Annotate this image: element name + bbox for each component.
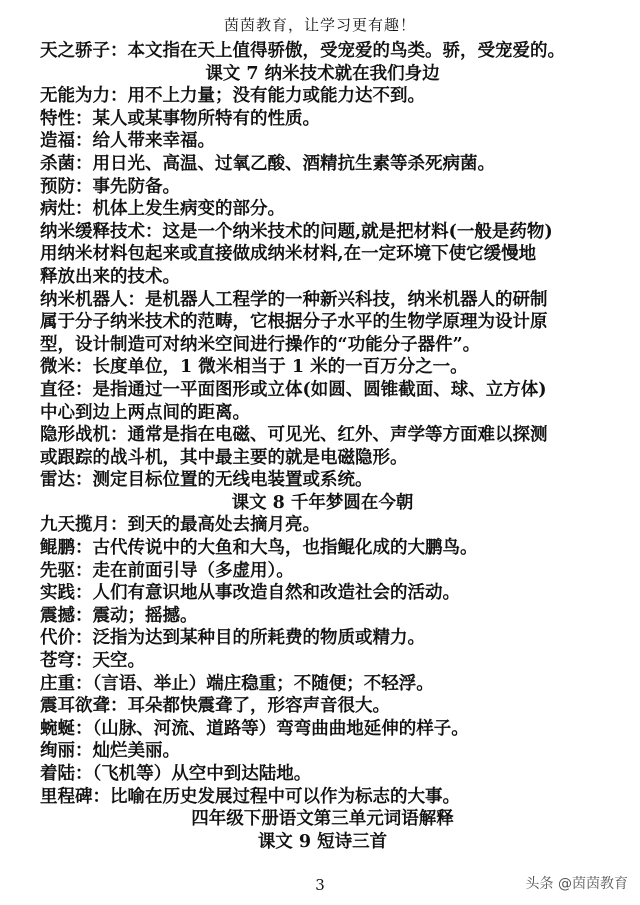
glossary-line: 里程碑：比喻在历史发展过程中可以作为标志的大事。 [40,786,460,807]
glossary-line: 无能为力：用不上力量；没有能力或能力达不到。 [40,86,425,107]
section-heading: 课文 9 短诗三首 [257,831,388,852]
glossary-line: 特性：某人或某事物所特有的性质。 [40,108,320,129]
glossary-line: 九天揽月：到天的最高处去摘月亮。 [40,515,320,536]
section-heading: 四年级下册语文第三单元词语解释 [191,809,454,830]
glossary-line: 代价：泛指为达到某种目的所耗费的物质或精力。 [40,628,425,649]
glossary-line: 属于分子纳米技术的范畴，它根据分子水平的生物学原理为设计原 [40,312,548,333]
glossary-line: 或跟踪的战斗机，其中最主要的就是电磁隐形。 [40,447,408,468]
watermark-text: 头条 @茵茵教育 [525,876,628,892]
glossary-line: 隐形战机：通常是指在电磁、可见光、红外、声学等方面难以探测 [40,425,548,446]
page-header: 茵茵教育，让学习更有趣！ [223,16,416,34]
glossary-line: 天之骄子：本文指在天上值得骄傲，受宠爱的鸟类。骄，受宠爱的。 [40,41,565,61]
glossary-line: 杀菌：用日光、高温、过氧乙酸、酒精抗生素等杀死病菌。 [40,153,495,174]
glossary-line: 纳米缓释技术：这是一个纳米技术的问题,就是把材料(一般是药物) [40,221,553,242]
glossary-content [40,40,605,853]
glossary-line: 释放出来的技术。 [40,266,180,287]
glossary-line: 预防：事先防备。 [40,176,180,197]
glossary-line: 苍穹：天空。 [40,651,145,672]
section-heading: 课文 7 纳米技术就在我们身边 [205,63,440,84]
glossary-line: 直径：是指通过一平面图形或立体(如圆、圆锥截面、球、立方体) [40,379,547,400]
glossary-line: 雷达：测定目标位置的无线电装置或系统。 [40,470,373,491]
glossary-line: 震撼：震动；摇撼。 [40,605,198,626]
glossary-line: 用纳米材料包起来或直接做成纳米材料,在一定环境下使它缓慢地 [40,244,537,265]
glossary-line: 造福：给人带来幸福。 [40,131,215,152]
glossary-line: 蜿蜒：（山脉、河流、道路等）弯弯曲曲地延伸的样子。 [40,718,469,739]
glossary-line: 先驱：走在前面引导（多虚用）。 [40,560,294,581]
glossary-line: 中心到边上两点间的距离。 [40,402,250,423]
section-heading: 课文 8 千年梦圆在今朝 [231,492,414,513]
glossary-line: 庄重：（言语、举止）端庄稳重；不随便；不轻浮。 [40,673,434,694]
glossary-line: 实践：人们有意识地从事改造自然和改造社会的活动。 [40,583,460,604]
glossary-line: 鲲鹏：古代传说中的大鱼和大鸟，也指鲲化成的大鹏鸟。 [40,538,478,559]
glossary-line: 着陆：（飞机等）从空中到达陆地。 [40,764,312,784]
watermark [526,873,628,893]
glossary-line: 型，设计制造可对纳米空间进行操作的“功能分子器件”。 [40,334,481,355]
glossary-line: 纳米机器人：是机器人工程学的一种新兴科技，纳米机器人的研制 [40,289,548,310]
glossary-line: 震耳欲聋：耳朵都快震聋了，形容声音很大。 [40,696,390,717]
glossary-line: 微米：长度单位，1 微米相当于 1 米的一百万分之一。 [40,357,468,378]
glossary-line: 绚丽：灿烂美丽。 [40,741,180,762]
page-number: 3 [315,876,325,894]
glossary-line: 病灶：机体上发生病变的部分。 [40,199,285,220]
